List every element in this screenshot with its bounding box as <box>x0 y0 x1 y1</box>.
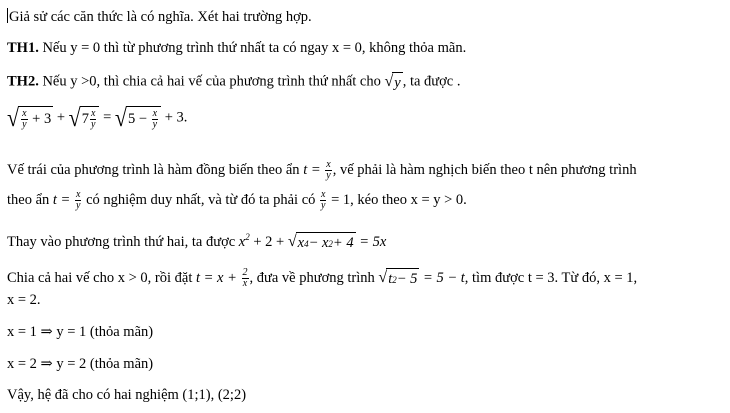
seven: 7 <box>81 110 89 127</box>
p3-text-a: Thay vào phương trình thứ hai, ta được <box>7 233 239 250</box>
intro-line <box>7 8 312 26</box>
frac-den: y <box>152 119 158 130</box>
equals-one: = 1 <box>327 191 351 208</box>
p4-text-b: , đưa về phương trình <box>249 269 379 286</box>
case-1-text: Nếu y = 0 thì từ phương trình thứ nhất ta có ngay x = 0, không thỏa mãn. <box>38 40 467 56</box>
frac-den: y <box>22 119 27 130</box>
frac-den: y <box>326 170 331 181</box>
conclusion <box>7 387 246 404</box>
minus-five: − 5 <box>396 271 418 288</box>
plus-two: + 2 + <box>249 233 288 250</box>
plus-four: + 4 <box>332 235 354 252</box>
sqrt-term-2: √ 7 $\frac{x}{y}$ <box>69 106 100 130</box>
sqrt-quartic: √ x 4 − x 2 + 4 <box>287 233 354 252</box>
rhs: = 5 − t <box>419 269 465 286</box>
sqrt-term-3: √ 5 − $\frac{x}{y}$ <box>115 106 161 130</box>
sqrt-t-squared: √ t 2 − 5 <box>378 269 418 288</box>
equals-5x: = 5x <box>355 233 387 250</box>
t-var: t <box>388 271 393 288</box>
frac-num: x <box>321 189 326 200</box>
fraction-x-y <box>75 190 81 211</box>
fraction-2-x <box>242 268 249 289</box>
paragraph-2 <box>7 190 467 211</box>
t-equals: t = <box>52 191 71 208</box>
case-2-text-a: Nếu y >0, thì chia cả hai vế của phương trình thứ nhất cho <box>38 73 385 90</box>
sqrt-term-1: √ $\frac{x}{y}$ + 3 <box>7 103 52 132</box>
frac-num: x <box>75 189 81 200</box>
plus-three: + 3 <box>32 110 52 127</box>
result-1 <box>7 324 153 341</box>
fraction-x-y <box>320 190 326 211</box>
fraction-x-y <box>325 160 331 181</box>
five-minus: 5 − <box>127 110 148 127</box>
exponent-2: 2 <box>245 232 250 242</box>
p2-text-c: , kéo theo x = y > 0. <box>350 191 467 208</box>
exponent-2: 2 <box>392 274 397 285</box>
x-var: x <box>238 233 246 250</box>
exponent-2: 2 <box>328 238 333 249</box>
p1-text-a: Vế trái của phương trình là hàm đồng biến theo ẩn <box>7 161 304 178</box>
p1-text-b: , vế phải là hàm nghịch biến theo t nên phương trình <box>332 161 637 178</box>
t-equals-x-plus: t = x + <box>195 269 237 286</box>
p4-text-a: Chia cả hai vế cho x > 0, rồi đặt <box>7 269 196 286</box>
frac-den: y <box>321 200 326 211</box>
text-cursor <box>7 8 8 23</box>
frac-den: y <box>90 119 96 130</box>
case-1-line <box>7 40 466 57</box>
equals-sign: = <box>99 109 115 126</box>
case-1-label: TH1. <box>7 40 39 56</box>
frac-num: x <box>326 159 331 170</box>
conclusion-text: Vậy, hệ đã cho có hai nghiệm (1;1), (2;2) <box>7 387 247 403</box>
paragraph-4-cont <box>7 292 41 309</box>
result-1-text: x = 1 ⇒ y = 1 (thỏa mãn) <box>7 324 154 340</box>
p2-text-a: theo ẩn <box>7 191 53 208</box>
p2-text-b: có nghiệm duy nhất, và từ đó ta phải có <box>82 191 320 208</box>
plus-sign: + <box>53 109 69 126</box>
frac-num: x <box>90 108 96 119</box>
case-2-line <box>7 72 461 92</box>
sqrt-y: √ y <box>384 73 401 91</box>
p4-text-c: , tìm được t = 3. Từ đó, x = 1, <box>464 269 638 286</box>
minus-x: − x <box>308 235 329 252</box>
plus-three-end: + 3. <box>161 109 188 126</box>
equation-1 <box>7 103 188 132</box>
case-2-label: TH2. <box>7 73 39 90</box>
frac-den: x <box>242 278 248 289</box>
p4b-text: x = 2. <box>7 292 41 308</box>
paragraph-3 <box>7 232 386 253</box>
frac-num: 2 <box>242 267 248 278</box>
exponent-4: 4 <box>304 238 309 249</box>
paragraph-1 <box>7 160 637 181</box>
sqrt-y-var: y <box>392 72 402 92</box>
case-2-text-b: , ta được . <box>402 73 461 90</box>
x-var: x <box>297 235 305 252</box>
frac-num: x <box>152 108 158 119</box>
paragraph-4 <box>7 268 637 289</box>
frac-den: y <box>75 200 81 211</box>
result-2 <box>7 356 153 373</box>
result-2-text: x = 2 ⇒ y = 2 (thỏa mãn) <box>7 356 154 372</box>
frac-num: x <box>22 108 27 119</box>
intro-text: Giả sử các căn thức là có nghĩa. Xét hai trường hợp. <box>9 9 312 25</box>
t-equals: t = <box>303 161 321 178</box>
